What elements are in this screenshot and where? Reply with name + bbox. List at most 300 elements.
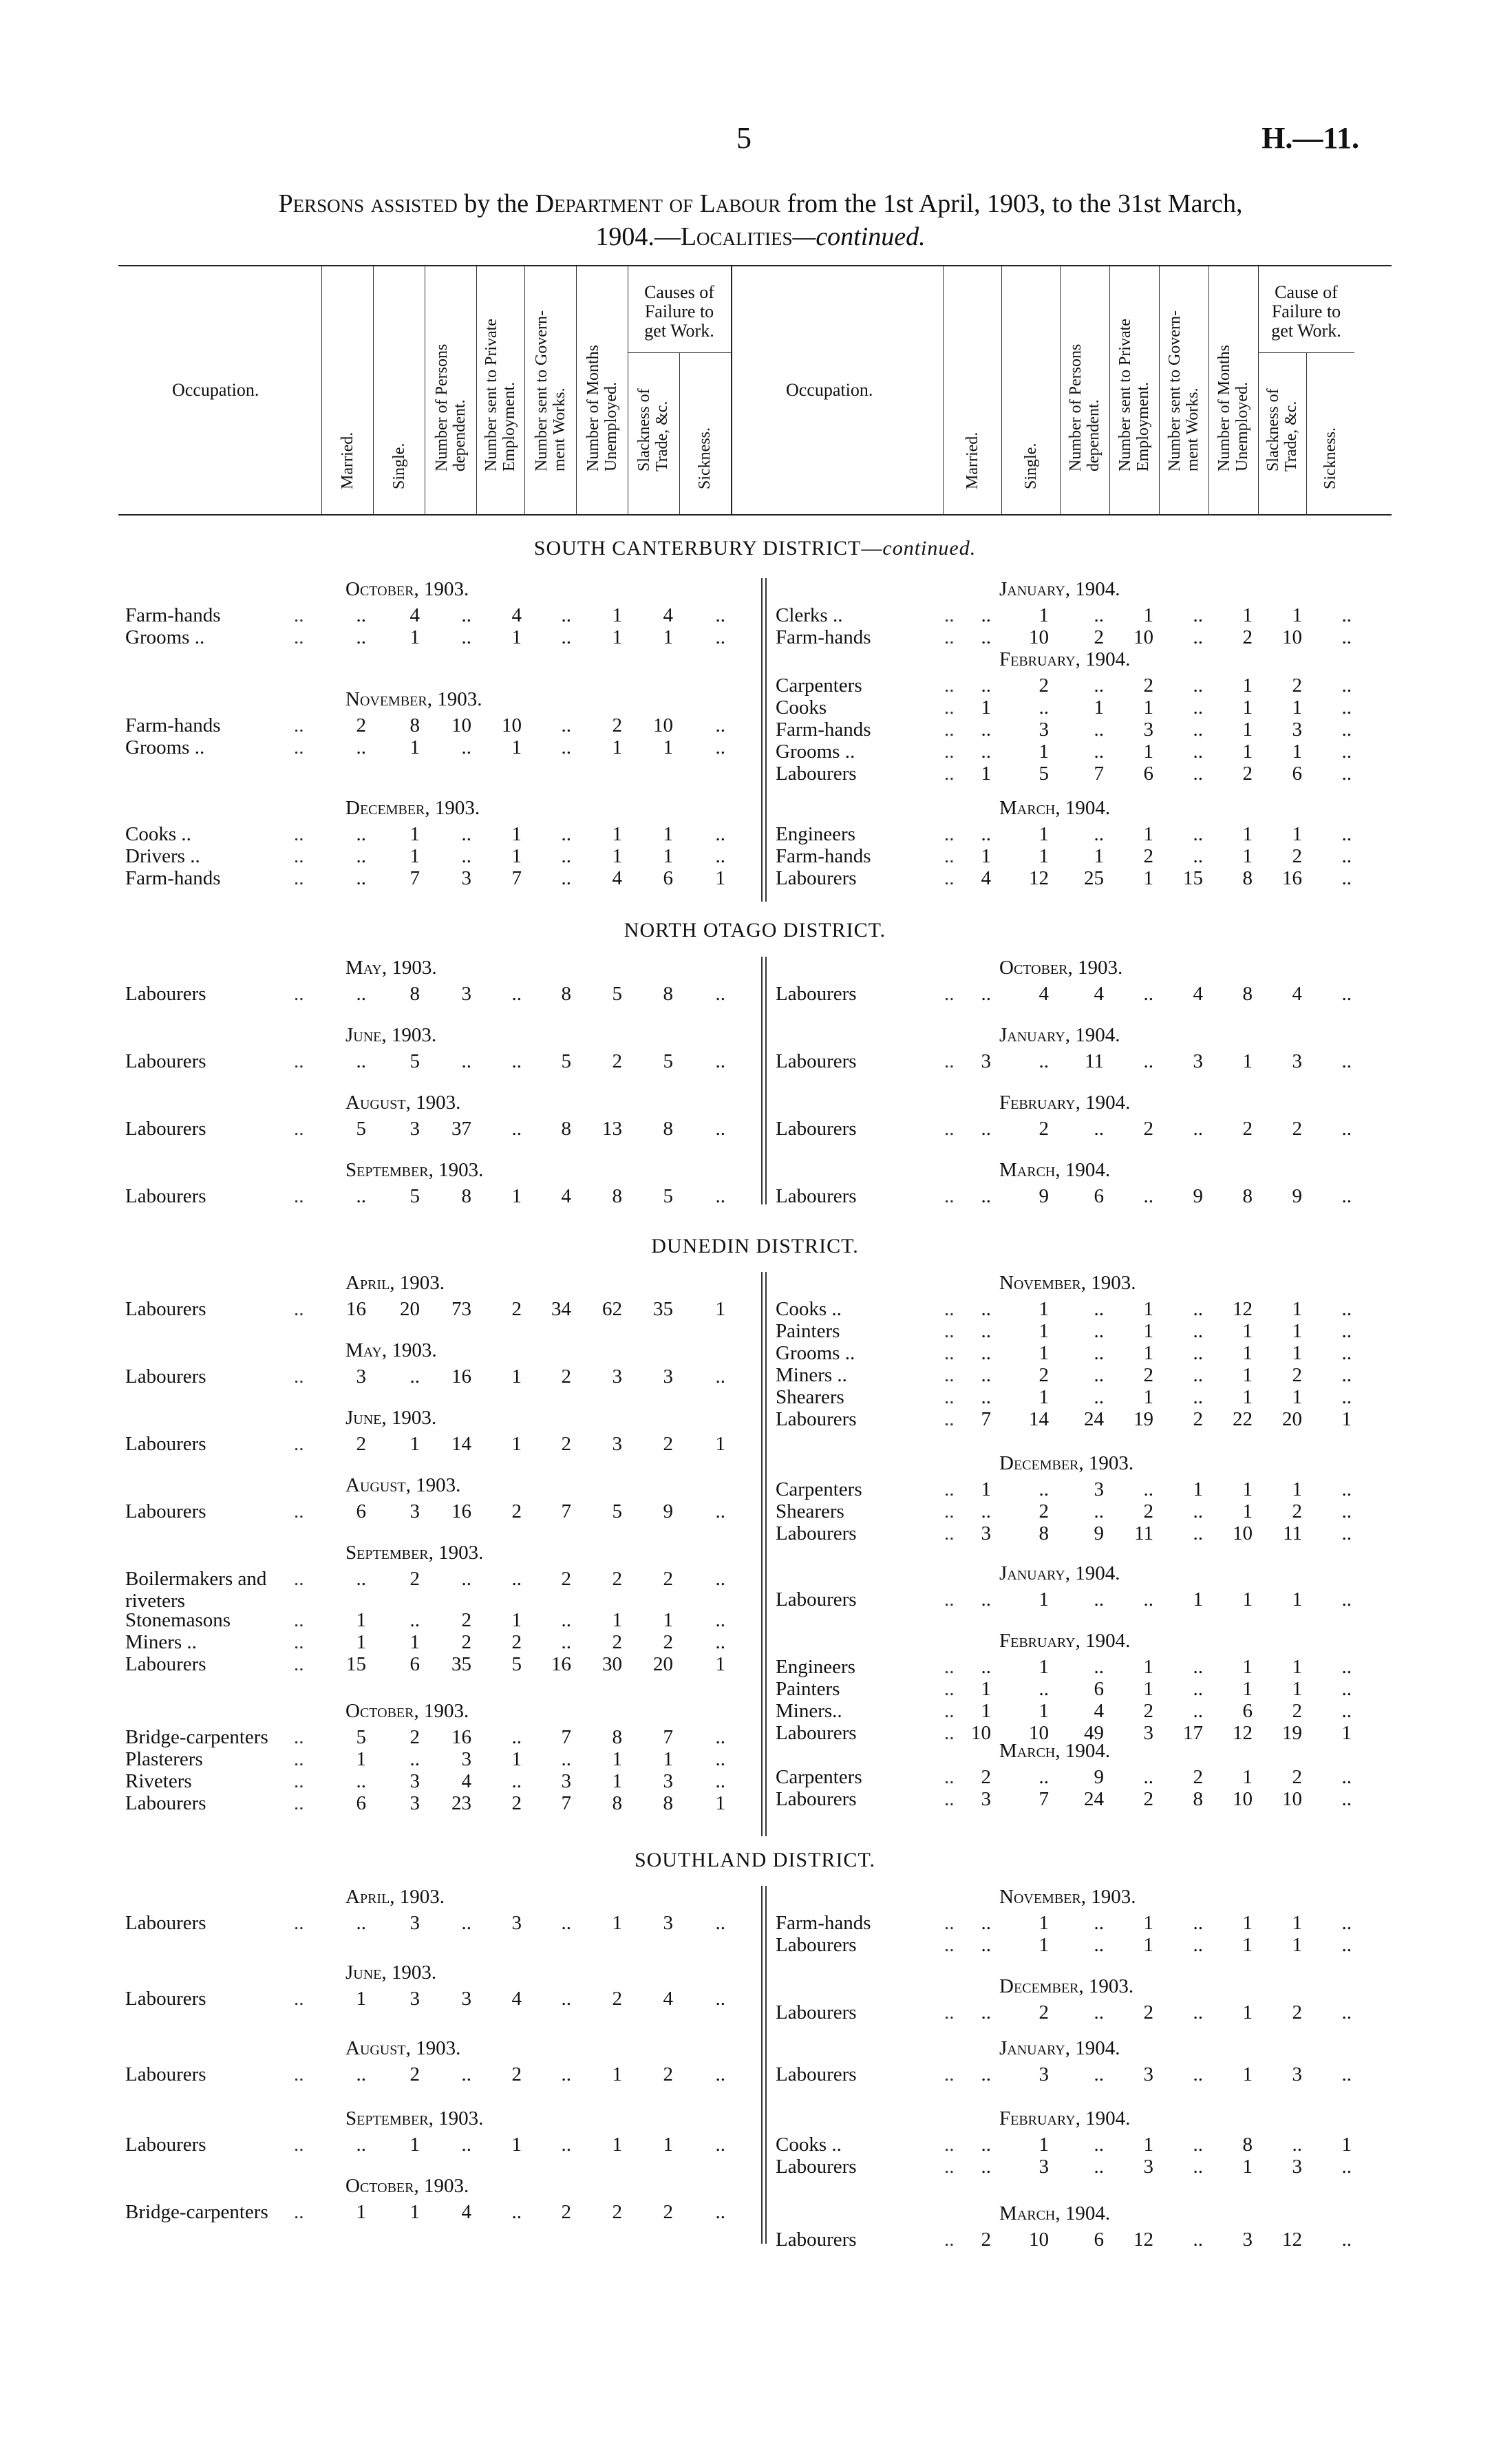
value-cell: 22 [1233,1408,1253,1430]
leader-dots: .. [294,823,304,845]
month-heading: January, 1904. [999,578,1120,600]
value-cell: 1 [1039,1320,1049,1342]
value-cell: 1 [612,2063,622,2085]
value-cell: 10 [653,714,673,736]
value-cell: 1 [663,626,673,648]
value-cell: 2 [461,1609,471,1631]
value-cell: 2 [663,1631,673,1653]
table-row [118,697,1392,719]
value-cell: 1 [663,736,673,758]
value-cell: .. [981,604,991,626]
value-cell: 1 [663,1609,673,1631]
header-single-r: Single. [1021,443,1040,489]
month-heading: June, 1903. [345,1407,437,1429]
leader-dots: .. [294,604,304,626]
value-cell: 8 [1193,1788,1203,1810]
value-cell: 3 [981,1050,991,1072]
value-cell: 3 [1143,719,1153,741]
value-cell: 1 [612,1912,622,1934]
table-row [118,823,1392,845]
page-number: 5 [736,121,752,155]
occupation-cell: Labourers [776,763,857,785]
value-cell: .. [1341,2063,1352,2085]
occupation-cell: Farm-hands [776,626,871,648]
value-cell: 1 [1143,1386,1153,1408]
value-cell: 1 [1292,1298,1302,1320]
title-line2-italic: —continued. [792,222,926,251]
value-cell: 1 [1292,1386,1302,1408]
value-cell: .. [981,1320,991,1342]
leader-dots: .. [944,2156,955,2178]
value-cell: .. [561,1609,571,1631]
value-cell: .. [1341,1364,1352,1386]
occupation-cell: Cooks [776,697,827,719]
value-cell: 3 [461,1748,471,1770]
value-cell: 1 [981,1700,991,1722]
value-cell: 7 [561,1792,571,1814]
value-cell: .. [1193,1386,1203,1408]
value-cell: .. [715,1185,725,1207]
value-cell: 1 [511,736,522,758]
occupation-cell: Labourers [125,983,206,1005]
district-name: SOUTHLAND DISTRICT. [634,1849,876,1871]
value-cell: 12 [1233,1298,1253,1320]
district-name: NORTH OTAGO DISTRICT. [624,919,886,942]
value-cell: .. [1193,719,1203,741]
value-cell: 2 [981,2229,991,2251]
value-cell: 2 [356,714,366,736]
value-cell: 1 [409,2201,420,2223]
value-cell: .. [1193,1364,1203,1386]
value-cell: 12 [1282,2229,1302,2251]
occupation-cell: Farm-hands [776,719,871,741]
value-cell: .. [715,1500,725,1522]
value-cell: 1 [1143,604,1153,626]
header-private-left [476,266,525,514]
value-cell: 1 [1242,674,1253,697]
occupation-cell: Painters [776,1320,840,1342]
value-cell: 1 [511,1748,522,1770]
value-cell: 1 [409,845,420,867]
leader-dots: .. [294,1631,304,1653]
month-heading: March, 1904. [999,797,1111,819]
value-cell: 1 [612,736,622,758]
value-cell: 1 [1292,823,1302,845]
value-cell: .. [715,2063,725,2085]
value-cell: 5 [1039,763,1049,785]
value-cell: .. [1341,604,1352,626]
value-cell: 24 [1084,1408,1104,1430]
value-cell: 7 [1094,763,1104,785]
value-cell: .. [715,845,725,867]
occupation-cell: Plasterers [125,1748,203,1770]
value-cell: 8 [663,983,673,1005]
value-cell: 1 [1292,1342,1302,1364]
value-cell: .. [561,1912,571,1934]
value-cell: 14 [1029,1408,1049,1430]
occupation-cell: Cooks .. [776,1298,842,1320]
occupation-cell: Labourers [776,1185,857,1207]
occupation-cell: Labourers [776,1522,857,1544]
value-cell: 37 [451,1118,471,1140]
value-cell: .. [461,823,471,845]
leader-dots: .. [944,626,955,648]
value-cell: 8 [461,1185,471,1207]
leader-dots: .. [294,1433,304,1455]
value-cell: .. [1193,1320,1203,1342]
value-cell: .. [511,1726,522,1748]
header-causes-left [628,266,732,514]
value-cell: 5 [356,1726,366,1748]
value-cell: 1 [715,867,725,889]
leader-dots: .. [294,1770,304,1792]
value-cell: .. [981,2063,991,2085]
occupation-cell: Shearers [776,1500,844,1522]
value-cell: 1 [1292,1678,1302,1700]
district-name: DUNEDIN DISTRICT. [651,1235,859,1257]
table-row [118,2001,1392,2023]
table-row [118,1700,1392,1722]
table-row [118,1934,1392,1956]
value-cell: 2 [511,1792,522,1814]
value-cell: 1 [409,823,420,845]
value-cell: 1 [511,626,522,648]
value-cell: 1 [1242,1934,1253,1956]
value-cell: .. [1193,626,1203,648]
occupation-cell: Carpenters [776,1478,862,1500]
value-cell: .. [1193,2229,1203,2251]
value-cell: 2 [409,2063,420,2085]
value-cell: 1 [1292,1478,1302,1500]
value-cell: .. [715,1726,725,1748]
value-cell: 1 [1242,719,1253,741]
value-cell: 10 [1233,1788,1253,1810]
value-cell: 3 [612,1365,622,1388]
value-cell: 3 [1143,2156,1153,2178]
value-cell: .. [981,983,991,1005]
value-cell: 3 [1292,2063,1302,2085]
value-cell: 1 [1143,867,1153,889]
occupation-cell: Labourers [125,1792,206,1814]
value-cell: .. [511,983,522,1005]
value-cell: 4 [511,604,522,626]
value-cell: .. [715,1050,725,1072]
value-cell: 1 [1143,1342,1153,1364]
value-cell: 10 [1029,2229,1049,2251]
leader-dots: .. [944,1788,955,1810]
value-cell: .. [715,1609,725,1631]
leader-dots: .. [944,741,955,763]
leader-dots: .. [944,1118,955,1140]
occupation-cell: Stonemasons [125,1609,231,1631]
value-cell: 1 [1143,1678,1153,1700]
value-cell: .. [1193,1500,1203,1522]
value-cell: .. [981,1185,991,1207]
value-cell: 2 [1039,1364,1049,1386]
value-cell: 3 [461,1988,471,2010]
value-cell: 3 [1292,719,1302,741]
month-heading: June, 1903. [345,1024,437,1046]
value-cell: 3 [981,1788,991,1810]
table-row [118,1588,1392,1611]
value-cell: 10 [1029,1722,1049,1744]
value-cell: 1 [1039,823,1049,845]
value-cell: 5 [612,983,622,1005]
month-heading: May, 1903. [345,957,437,979]
value-cell: 1 [1341,2134,1352,2156]
value-cell: 8 [561,1118,571,1140]
value-cell: .. [356,823,366,845]
value-cell: 2 [511,2063,522,2085]
header-married-r: Married. [963,432,981,489]
leader-dots: .. [944,1500,955,1522]
leader-dots: .. [944,1934,955,1956]
value-cell: 2 [1193,1408,1203,1430]
occupation-cell: Labourers [125,1050,206,1072]
value-cell: 35 [451,1653,471,1675]
value-cell: .. [356,736,366,758]
value-cell: 1 [1039,1298,1049,1320]
value-cell: .. [1094,1298,1104,1320]
occupation-cell: Bridge-carpenters [125,2201,268,2223]
value-cell: 1 [511,1365,522,1388]
value-cell: .. [981,674,991,697]
table-row [118,1478,1392,1500]
value-cell: .. [981,1500,991,1522]
value-cell: .. [1094,604,1104,626]
value-cell: 7 [511,867,522,889]
value-cell: .. [1143,1478,1153,1500]
value-cell: .. [1193,2156,1203,2178]
value-cell: .. [1341,1500,1352,1522]
value-cell: .. [461,1050,471,1072]
occupation-cell: Labourers [125,2063,206,2085]
table-row [118,1656,1392,1678]
leader-dots: .. [944,1722,955,1744]
value-cell: .. [981,719,991,741]
value-cell: .. [1094,1934,1104,1956]
value-cell: 5 [612,1500,622,1522]
value-cell: 7 [981,1408,991,1430]
value-cell: .. [511,1770,522,1792]
header-dependent: Number of Persons dependent. [432,343,469,471]
value-cell: .. [715,1912,725,1934]
value-cell: 49 [1084,1722,1104,1744]
value-cell: .. [561,845,571,867]
value-cell: 1 [1039,1342,1049,1364]
leader-dots: .. [294,1298,304,1320]
value-cell: 1 [1242,1588,1253,1611]
value-cell: 4 [1094,1700,1104,1722]
value-cell: .. [409,1609,420,1631]
value-cell: .. [981,1656,991,1678]
value-cell: .. [1341,1320,1352,1342]
district-heading [118,919,1392,942]
leader-dots: .. [944,719,955,741]
value-cell: 10 [1233,1522,1253,1544]
occupation-cell: Farm-hands [125,867,221,889]
value-cell: 2 [612,2201,622,2223]
occupation-cell: Labourers [776,983,857,1005]
value-cell: 3 [409,1770,420,1792]
district-heading [118,1849,1392,1872]
value-cell: 2 [1039,674,1049,697]
value-cell: 1 [511,1609,522,1631]
value-cell: 1 [715,1653,725,1675]
table-row [118,1298,1392,1320]
value-cell: .. [1193,1298,1203,1320]
leader-dots: .. [294,626,304,648]
value-cell: 19 [1282,1722,1302,1744]
leader-dots: .. [944,1185,955,1207]
leader-dots: .. [944,1298,955,1320]
value-cell: 16 [451,1726,471,1748]
month-heading: October, 1903. [999,957,1123,979]
value-cell: 1 [511,845,522,867]
value-cell: 4 [981,867,991,889]
value-cell: 4 [561,1185,571,1207]
value-cell: 1 [409,1631,420,1653]
value-cell: 2 [511,1631,522,1653]
district-heading [118,537,1392,560]
occupation-cell: Labourers [125,1185,206,1207]
value-cell: 1 [356,1631,366,1653]
value-cell: 73 [451,1298,471,1320]
occupation-cell: Farm-hands [125,714,221,736]
value-cell: 6 [1094,1185,1104,1207]
value-cell: .. [1292,2134,1302,2156]
value-cell: .. [511,2201,522,2223]
value-cell: 4 [1094,983,1104,1005]
value-cell: .. [561,2134,571,2156]
value-cell: .. [461,604,471,626]
leader-dots: .. [944,1700,955,1722]
value-cell: 1 [1242,604,1253,626]
value-cell: .. [461,626,471,648]
value-cell: 2 [1143,674,1153,697]
occupation-cell: Labourers [776,2001,857,2023]
month-heading: December, 1903. [345,797,480,819]
value-cell: 10 [502,714,522,736]
leader-dots: .. [944,983,955,1005]
value-cell: .. [561,1988,571,2010]
value-cell: .. [1341,1700,1352,1722]
value-cell: .. [981,2156,991,2178]
value-cell: 2 [1292,1500,1302,1522]
leader-dots: .. [944,845,955,867]
value-cell: .. [1039,1050,1049,1072]
value-cell: 1 [1143,741,1153,763]
value-cell: 7 [409,867,420,889]
title-b: from the 1st April, 1903, to the 31st March, [780,189,1243,218]
leader-dots: .. [944,697,955,719]
value-cell: 3 [1292,2156,1302,2178]
header-married-right [943,266,1002,514]
value-cell: .. [1193,1934,1203,1956]
value-cell: .. [1094,674,1104,697]
value-cell: .. [1341,1788,1352,1810]
value-cell: 4 [1292,983,1302,1005]
value-cell: 2 [612,714,622,736]
value-cell: 1 [1242,1678,1253,1700]
month-heading: September, 1903. [345,2107,484,2129]
value-cell: 2 [612,1631,622,1653]
value-cell: 8 [1242,983,1253,1005]
value-cell: .. [1341,983,1352,1005]
value-cell: .. [1341,697,1352,719]
occupation-cell: Labourers [776,1722,857,1744]
value-cell: 16 [1282,867,1302,889]
value-cell: .. [1143,1185,1153,1207]
value-cell: 1 [1292,697,1302,719]
value-cell: 1 [981,697,991,719]
value-cell: 1 [511,1185,522,1207]
occupation-cell: Painters [776,1678,840,1700]
value-cell: 2 [1292,2001,1302,2023]
value-cell: .. [981,626,991,648]
value-cell: 2 [1242,1118,1253,1140]
leader-dots: .. [944,1408,955,1430]
value-cell: 10 [451,714,471,736]
table-row [118,1118,1392,1140]
value-cell: 3 [981,1522,991,1544]
leader-dots: .. [944,2134,955,2156]
value-cell: 8 [1039,1522,1049,1544]
value-cell: 9 [1094,1766,1104,1788]
value-cell: 1 [715,1298,725,1320]
header-sickness-right: Sickness. [1321,427,1339,489]
value-cell: 2 [409,1726,420,1748]
value-cell: 10 [1282,1788,1302,1810]
value-cell: .. [356,2134,366,2156]
value-cell: .. [1143,1588,1153,1611]
value-cell: .. [511,1568,522,1590]
value-cell: 1 [1242,1364,1253,1386]
value-cell: 1 [1143,697,1153,719]
value-cell: 10 [1282,626,1302,648]
table-row [118,1050,1392,1072]
value-cell: .. [461,736,471,758]
district-heading [118,1235,1392,1258]
value-cell: 1 [1341,1722,1352,1744]
occupation-cell: Grooms .. [776,741,855,763]
value-cell: 3 [1143,1722,1153,1744]
value-cell: 2 [1292,845,1302,867]
value-cell: .. [1341,1912,1352,1934]
leader-dots: .. [294,1118,304,1140]
value-cell: .. [1039,1766,1049,1788]
value-cell: 3 [461,983,471,1005]
month-heading: April, 1903. [345,1272,445,1294]
value-cell: 1 [409,2134,420,2156]
occupation-cell: Engineers [776,1656,855,1678]
value-cell: 16 [551,1653,571,1675]
leader-dots: .. [294,1653,304,1675]
value-cell: .. [1094,1500,1104,1522]
month-heading: November, 1903. [999,1886,1136,1908]
occupation-cell: Engineers [776,823,855,845]
value-cell: .. [715,1748,725,1770]
value-cell: .. [715,823,725,845]
table-row [118,1408,1392,1430]
header-occupation-label: Occupation. [172,380,259,400]
value-cell: 1 [715,1792,725,1814]
occupation-cell: Grooms .. [776,1342,855,1364]
table-row [118,719,1392,741]
value-cell: 1 [511,2134,522,2156]
leader-dots: .. [294,1050,304,1072]
occupation-cell: Labourers [776,867,857,889]
